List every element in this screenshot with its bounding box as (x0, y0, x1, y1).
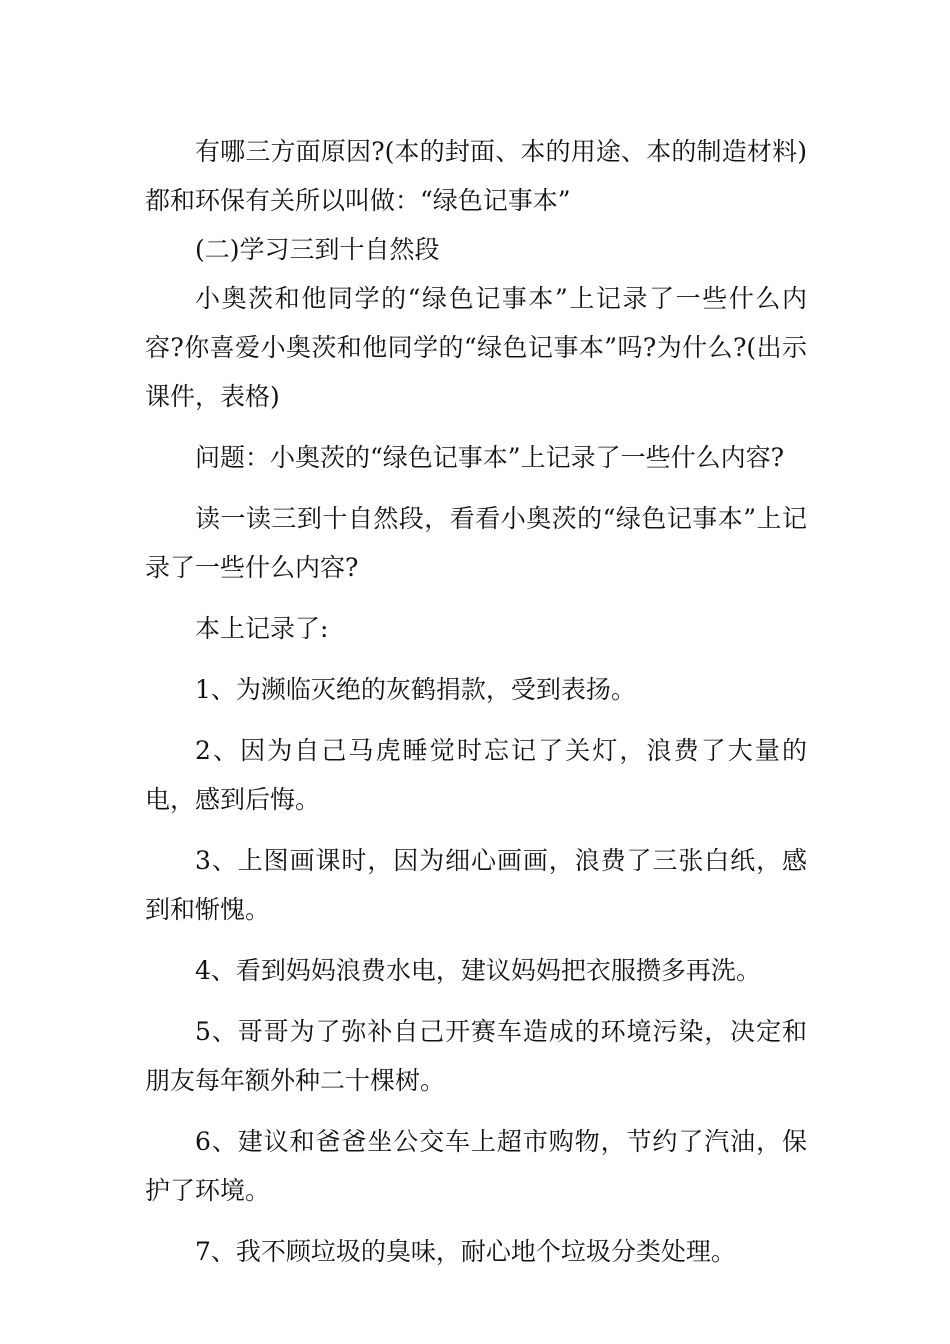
list-item-2: 2、因为自己马虎睡觉时忘记了关灯，浪费了大量的电，感到后悔。 (145, 736, 807, 814)
paragraph-question-intro: 小奥茨和他同学的“绿色记事本”上记录了一些什么内容?你喜爱小奥茨和他同学的“绿色记事本”吗?为什么?(出示课件，表格) (145, 284, 807, 411)
list-item-6: 6、建议和爸爸坐公交车上超市购物，节约了汽油，保护了环境。 (145, 1127, 807, 1205)
list-item-5: 5、哥哥为了弥补自己开赛车造成的环境污染，决定和朋友每年额外种二十棵树。 (145, 1017, 807, 1095)
list-item-1: 1、为濒临灭绝的灰鹤捐款，受到表扬。 (195, 675, 636, 704)
paragraph-reading-task: 读一读三到十自然段，看看小奥茨的“绿色记事本”上记录了一些什么内容? (145, 504, 807, 582)
list-item-7: 7、我不顾垃圾的臭味，耐心地个垃圾分类处理。 (195, 1237, 736, 1266)
list-item-4: 4、看到妈妈浪费水电，建议妈妈把衣服攒多再洗。 (195, 956, 761, 985)
document-body (145, 127, 807, 1276)
list-item-3: 3、上图画课时，因为细心画画，浪费了三张白纸，感到和惭愧。 (145, 846, 807, 924)
paragraph-record-intro: 本上记录了: (195, 614, 329, 643)
paragraph-reasons: 有哪三方面原因?(本的封面、本的用途、本的制造材料)都和环保有关所以叫做：“绿色记事本” (145, 137, 807, 215)
paragraph-section-heading: (二)学习三到十自然段 (195, 235, 440, 264)
paragraph-question: 问题：小奥茨的“绿色记事本”上记录了一些什么内容? (195, 443, 784, 472)
